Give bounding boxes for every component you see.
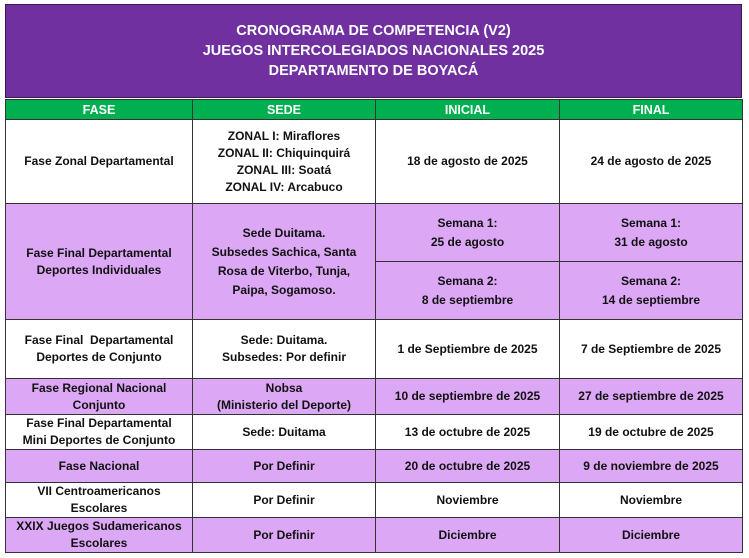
table-row	[6, 483, 743, 518]
table-row	[6, 415, 743, 450]
table-row	[6, 320, 743, 379]
fase-cell	[6, 518, 193, 553]
fase-cell: Fase Nacional	[6, 450, 193, 483]
fase-line: VII Centroamericanos	[37, 484, 161, 498]
sede-cell: Sede: Duitama	[193, 415, 376, 450]
fase-line: Fase Final Departamental	[24, 333, 174, 347]
column-header-inicial: INICIAL	[376, 100, 560, 120]
sede-line: Paipa, Sogamoso.	[232, 282, 336, 297]
sede-line: ZONAL IV: Arcabuco	[225, 179, 343, 194]
sede-cell	[193, 204, 376, 320]
sede-cell: Por Definir	[193, 483, 376, 518]
table-row	[6, 204, 743, 262]
fase-cell	[6, 320, 193, 379]
table-row	[6, 120, 743, 204]
fase-line: Escolares	[70, 536, 128, 550]
column-header-sede: SEDE	[193, 100, 376, 120]
week-label: Semana 2:	[437, 273, 498, 288]
schedule-document	[5, 4, 742, 552]
inicial-cell: 20 de octubre de 2025	[376, 450, 560, 483]
week-date: 31 de agosto	[614, 234, 688, 249]
sede-cell	[193, 379, 376, 415]
inicial-cell: Noviembre	[376, 483, 560, 518]
final-cell	[560, 204, 743, 262]
inicial-cell: 18 de agosto de 2025	[376, 120, 560, 204]
final-cell: 19 de octubre de 2025	[560, 415, 743, 450]
title-banner	[5, 4, 742, 98]
fase-line: XXIX Juegos Sudamericanos	[16, 519, 182, 533]
fase-cell	[6, 204, 193, 320]
inicial-cell: 1 de Septiembre de 2025	[376, 320, 560, 379]
fase-line: Deportes Individuales	[36, 262, 162, 277]
final-cell: Noviembre	[560, 483, 743, 518]
sede-cell: Por Definir	[193, 518, 376, 553]
table-row	[6, 518, 743, 553]
inicial-cell: 13 de octubre de 2025	[376, 415, 560, 450]
fase-cell	[6, 415, 193, 450]
sede-line: Sede Duitama.	[242, 225, 326, 240]
column-header-final: FINAL	[560, 100, 743, 120]
fase-cell	[6, 483, 193, 518]
fase-line: Conjunto	[72, 397, 126, 412]
inicial-cell: Diciembre	[376, 518, 560, 553]
fase-line: Deportes de Conjunto	[36, 350, 162, 364]
final-cell: 7 de Septiembre de 2025	[560, 320, 743, 379]
final-cell: 24 de agosto de 2025	[560, 120, 743, 204]
sede-line: ZONAL I: Miraflores	[227, 128, 341, 143]
week-label: Semana 2:	[620, 273, 682, 288]
sede-line: ZONAL II: Chiquinquirá	[217, 145, 351, 160]
week-label: Semana 1:	[620, 215, 682, 230]
sede-cell: Por Definir	[193, 450, 376, 483]
column-header-fase: FASE	[6, 100, 193, 120]
fase-line: Escolares	[70, 501, 128, 515]
title-line-2: JUEGOS INTERCOLEGIADOS NACIONALES 2025	[202, 43, 545, 59]
column-header-row	[6, 100, 743, 120]
table-row	[6, 379, 743, 415]
fase-line: Fase Regional Nacional	[31, 380, 167, 395]
final-cell: 27 de septiembre de 2025	[560, 379, 743, 415]
week-date: 14 de septiembre	[601, 292, 701, 307]
fase-line: Mini Deportes de Conjunto	[22, 433, 176, 447]
fase-cell: Fase Zonal Departamental	[6, 120, 193, 204]
schedule-table	[5, 99, 743, 553]
title-line-1: CRONOGRAMA DE COMPETENCIA (V2)	[236, 23, 511, 39]
final-cell: Diciembre	[560, 518, 743, 553]
week-date: 25 de agosto	[430, 234, 505, 249]
fase-cell	[6, 379, 193, 415]
table-row	[6, 450, 743, 483]
sede-line: ZONAL III: Soatá	[236, 162, 332, 177]
inicial-cell	[376, 262, 560, 320]
sede-line: Subsedes Sachica, Santa	[211, 244, 357, 259]
sede-cell	[193, 320, 376, 379]
sede-line: Subsedes: Por definir	[221, 350, 347, 364]
fase-line: Fase Final Departamental	[26, 416, 172, 430]
week-label: Semana 1:	[437, 215, 498, 230]
sede-line: Sede: Duitama.	[240, 333, 328, 347]
final-cell	[560, 262, 743, 320]
fase-line: Fase Final Departamental	[26, 245, 172, 260]
sede-cell	[193, 120, 376, 204]
week-date: 8 de septiembre	[421, 292, 514, 307]
title-line-3: DEPARTAMENTO DE BOYACÁ	[268, 63, 479, 79]
sede-line: (Ministerio del Deporte)	[216, 397, 351, 412]
inicial-cell	[376, 204, 560, 262]
sede-line: Nobsa	[265, 380, 303, 395]
sede-line: Rosa de Viterbo, Tunja,	[217, 263, 351, 278]
final-cell: 9 de noviembre de 2025	[560, 450, 743, 483]
inicial-cell: 10 de septiembre de 2025	[376, 379, 560, 415]
